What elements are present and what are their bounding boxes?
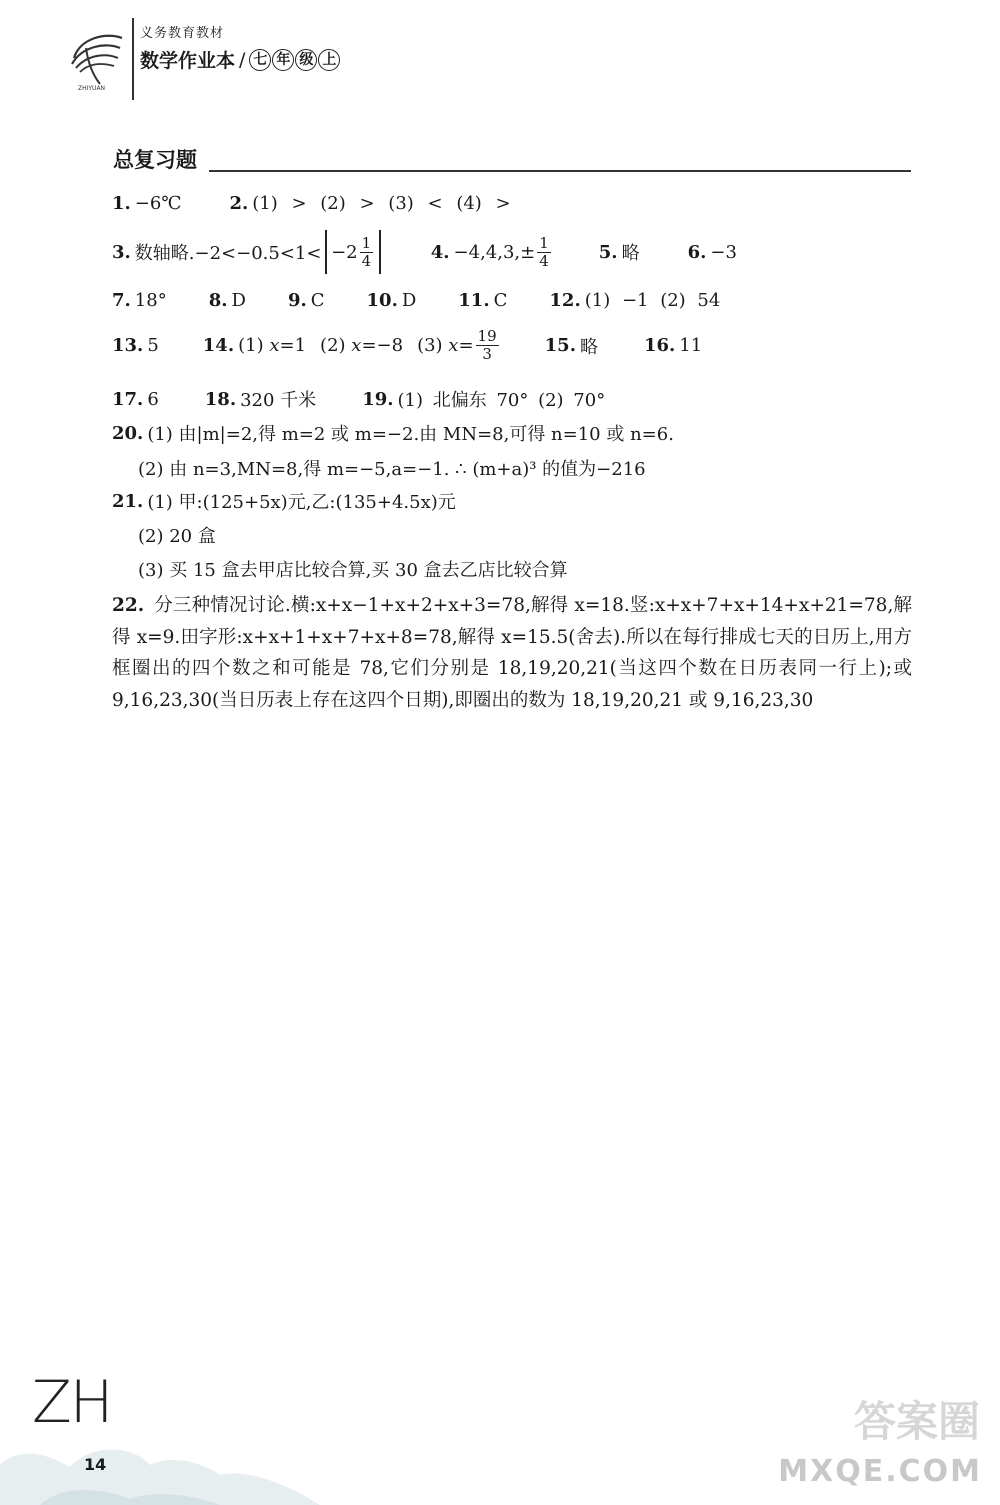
q15-answer: 略 — [579, 336, 598, 358]
q14-part2-label: (2) — [320, 335, 346, 356]
answer-row-1 — [112, 193, 511, 214]
grade-char-2: 年 — [272, 49, 294, 71]
grade-char-3: 级 — [295, 49, 317, 71]
watermark-title: 答案圈 — [853, 1397, 980, 1446]
q15-number: 15. — [544, 335, 576, 356]
q14-number: 14. — [202, 335, 235, 356]
q14-eq: = — [458, 335, 474, 356]
q13-number: 13. — [112, 335, 144, 356]
q2-number: 2. — [229, 193, 249, 214]
q7-answer: 18° — [134, 290, 167, 311]
q17-number: 17. — [112, 388, 144, 410]
q21-part3: (3) 买 15 盒去甲店比较合算,买 30 盒去乙店比较合算 — [138, 560, 568, 581]
q8-number: 8. — [208, 290, 228, 311]
q12-answer: (1) −1 (2) 54 — [584, 290, 721, 311]
q20-line-1 — [112, 420, 674, 446]
q14-value-2: =−8 — [361, 335, 404, 356]
q1-answer: −6℃ — [134, 193, 182, 214]
section-rule — [209, 170, 911, 172]
book-title-text: 数学作业本 — [140, 50, 236, 72]
q20-part2: (2) 由 n=3,MN=8,得 m=−5,a=−1. ∴ (m+a)³ 的值为−216 — [138, 459, 646, 480]
q12-number: 12. — [549, 290, 581, 311]
header-divider — [132, 18, 134, 100]
q9-number: 9. — [287, 290, 307, 311]
answer-row-17 — [112, 386, 605, 412]
q13-answer: 5 — [147, 335, 159, 356]
svg-text:ZHIYUAN: ZHIYUAN — [78, 85, 106, 92]
page-header — [60, 18, 400, 108]
site-watermark — [758, 1397, 988, 1491]
series-label: 义务教育教材 — [140, 26, 225, 41]
book-title: 数学作业本 / 七 年 级 上 — [140, 46, 341, 73]
q5-number: 5. — [598, 241, 618, 263]
q20-part1: (1) 由|m|=2,得 m=2 或 m=−2.由 MN=8,可得 n=10 或 n=6. — [147, 424, 674, 445]
q3-frac-num: 1 — [361, 233, 372, 252]
q6-number: 6. — [687, 241, 707, 263]
q20-number: 20. — [112, 422, 144, 444]
grade-char-1: 七 — [249, 49, 271, 71]
q4-number: 4. — [430, 241, 450, 263]
answer-row-13 — [112, 328, 702, 363]
q14-var-1: x — [269, 335, 280, 356]
q1-number: 1. — [112, 193, 131, 214]
q4-answer: −4,4,3,± — [453, 241, 536, 263]
q18-answer: 320 千米 — [240, 390, 317, 411]
q19-answer: (1) 北偏东 70° (2) 70° — [397, 390, 606, 411]
q21-line-1 — [112, 488, 456, 514]
q19-number: 19. — [362, 388, 394, 410]
q7-number: 7. — [112, 290, 131, 311]
q5-answer: 略 — [621, 243, 640, 264]
q10-number: 10. — [366, 290, 398, 311]
q3-number: 3. — [112, 241, 131, 263]
q14-frac-num: 19 — [477, 327, 497, 345]
q10-answer: D — [401, 290, 417, 311]
answer-row-3 — [112, 230, 737, 274]
answer-row-7 — [112, 290, 720, 311]
publisher-logo-icon — [66, 28, 126, 92]
q14-var-3: x — [448, 335, 459, 356]
q3-frac-den: 4 — [361, 251, 372, 270]
zh-mark: ZH — [32, 1368, 112, 1436]
q18-number: 18. — [204, 388, 237, 410]
abs-bar-left — [325, 230, 327, 274]
q21-number: 21. — [112, 490, 144, 512]
q11-answer: C — [493, 290, 508, 311]
q4-fraction — [537, 235, 551, 270]
q6-answer: −3 — [710, 241, 737, 263]
q11-number: 11. — [458, 290, 490, 311]
section-title: 总复习题 — [113, 148, 197, 172]
q21-part2: (2) 20 盒 — [138, 526, 216, 547]
q22-text: 分三种情况讨论.横:x+x−1+x+2+x+3=78,解得 x=18.竖:x+x+7+x+14+x+21=78,解得 x=9.田字形:x+x+1+x+7+x+8=78,解得 x=15.5(舍去).所以在每行排成七天的日历上,用方框圈出的四个数之和可能是 78,它们分别是 18,19,20,21(当这四个数在日历表同一行上);或 9,16,23,30(当日历表上存在这四个日期),即圈出的数为 18,19,20,21 或 9,16,23,30 — [112, 595, 912, 711]
watermark-url: MXQE.COM — [778, 1454, 982, 1489]
q16-answer: 11 — [679, 335, 703, 356]
q4-frac-den: 4 — [539, 251, 549, 270]
q16-number: 16. — [643, 335, 676, 356]
q3-abs-whole: −2 — [331, 241, 358, 263]
q14-fraction — [476, 328, 499, 363]
q8-answer: D — [231, 290, 246, 311]
q17-answer: 6 — [147, 388, 159, 410]
q22-number: 22. — [112, 595, 145, 616]
q3-answer: 数轴略.−2<−0.5<1< — [134, 243, 322, 264]
q2-answer: (1) > (2) > (3) < (4) > — [252, 193, 511, 214]
q14-part3-label: (3) — [417, 335, 443, 356]
abs-bar-right — [379, 230, 381, 274]
q14-value-1: =1 — [279, 335, 307, 356]
q9-answer: C — [310, 290, 325, 311]
q14-frac-den: 3 — [482, 345, 492, 363]
grade-char-4: 上 — [318, 49, 340, 71]
q22-paragraph — [112, 590, 912, 716]
q14-part1-label: (1) — [238, 335, 264, 356]
q14-var-2: x — [351, 335, 362, 356]
q4-frac-num: 1 — [539, 233, 549, 252]
section-header — [113, 140, 911, 174]
q21-part1: (1) 甲:(125+5x)元,乙:(135+4.5x)元 — [147, 492, 456, 513]
q3-fraction — [360, 235, 374, 270]
page-number: 14 — [84, 1455, 107, 1474]
